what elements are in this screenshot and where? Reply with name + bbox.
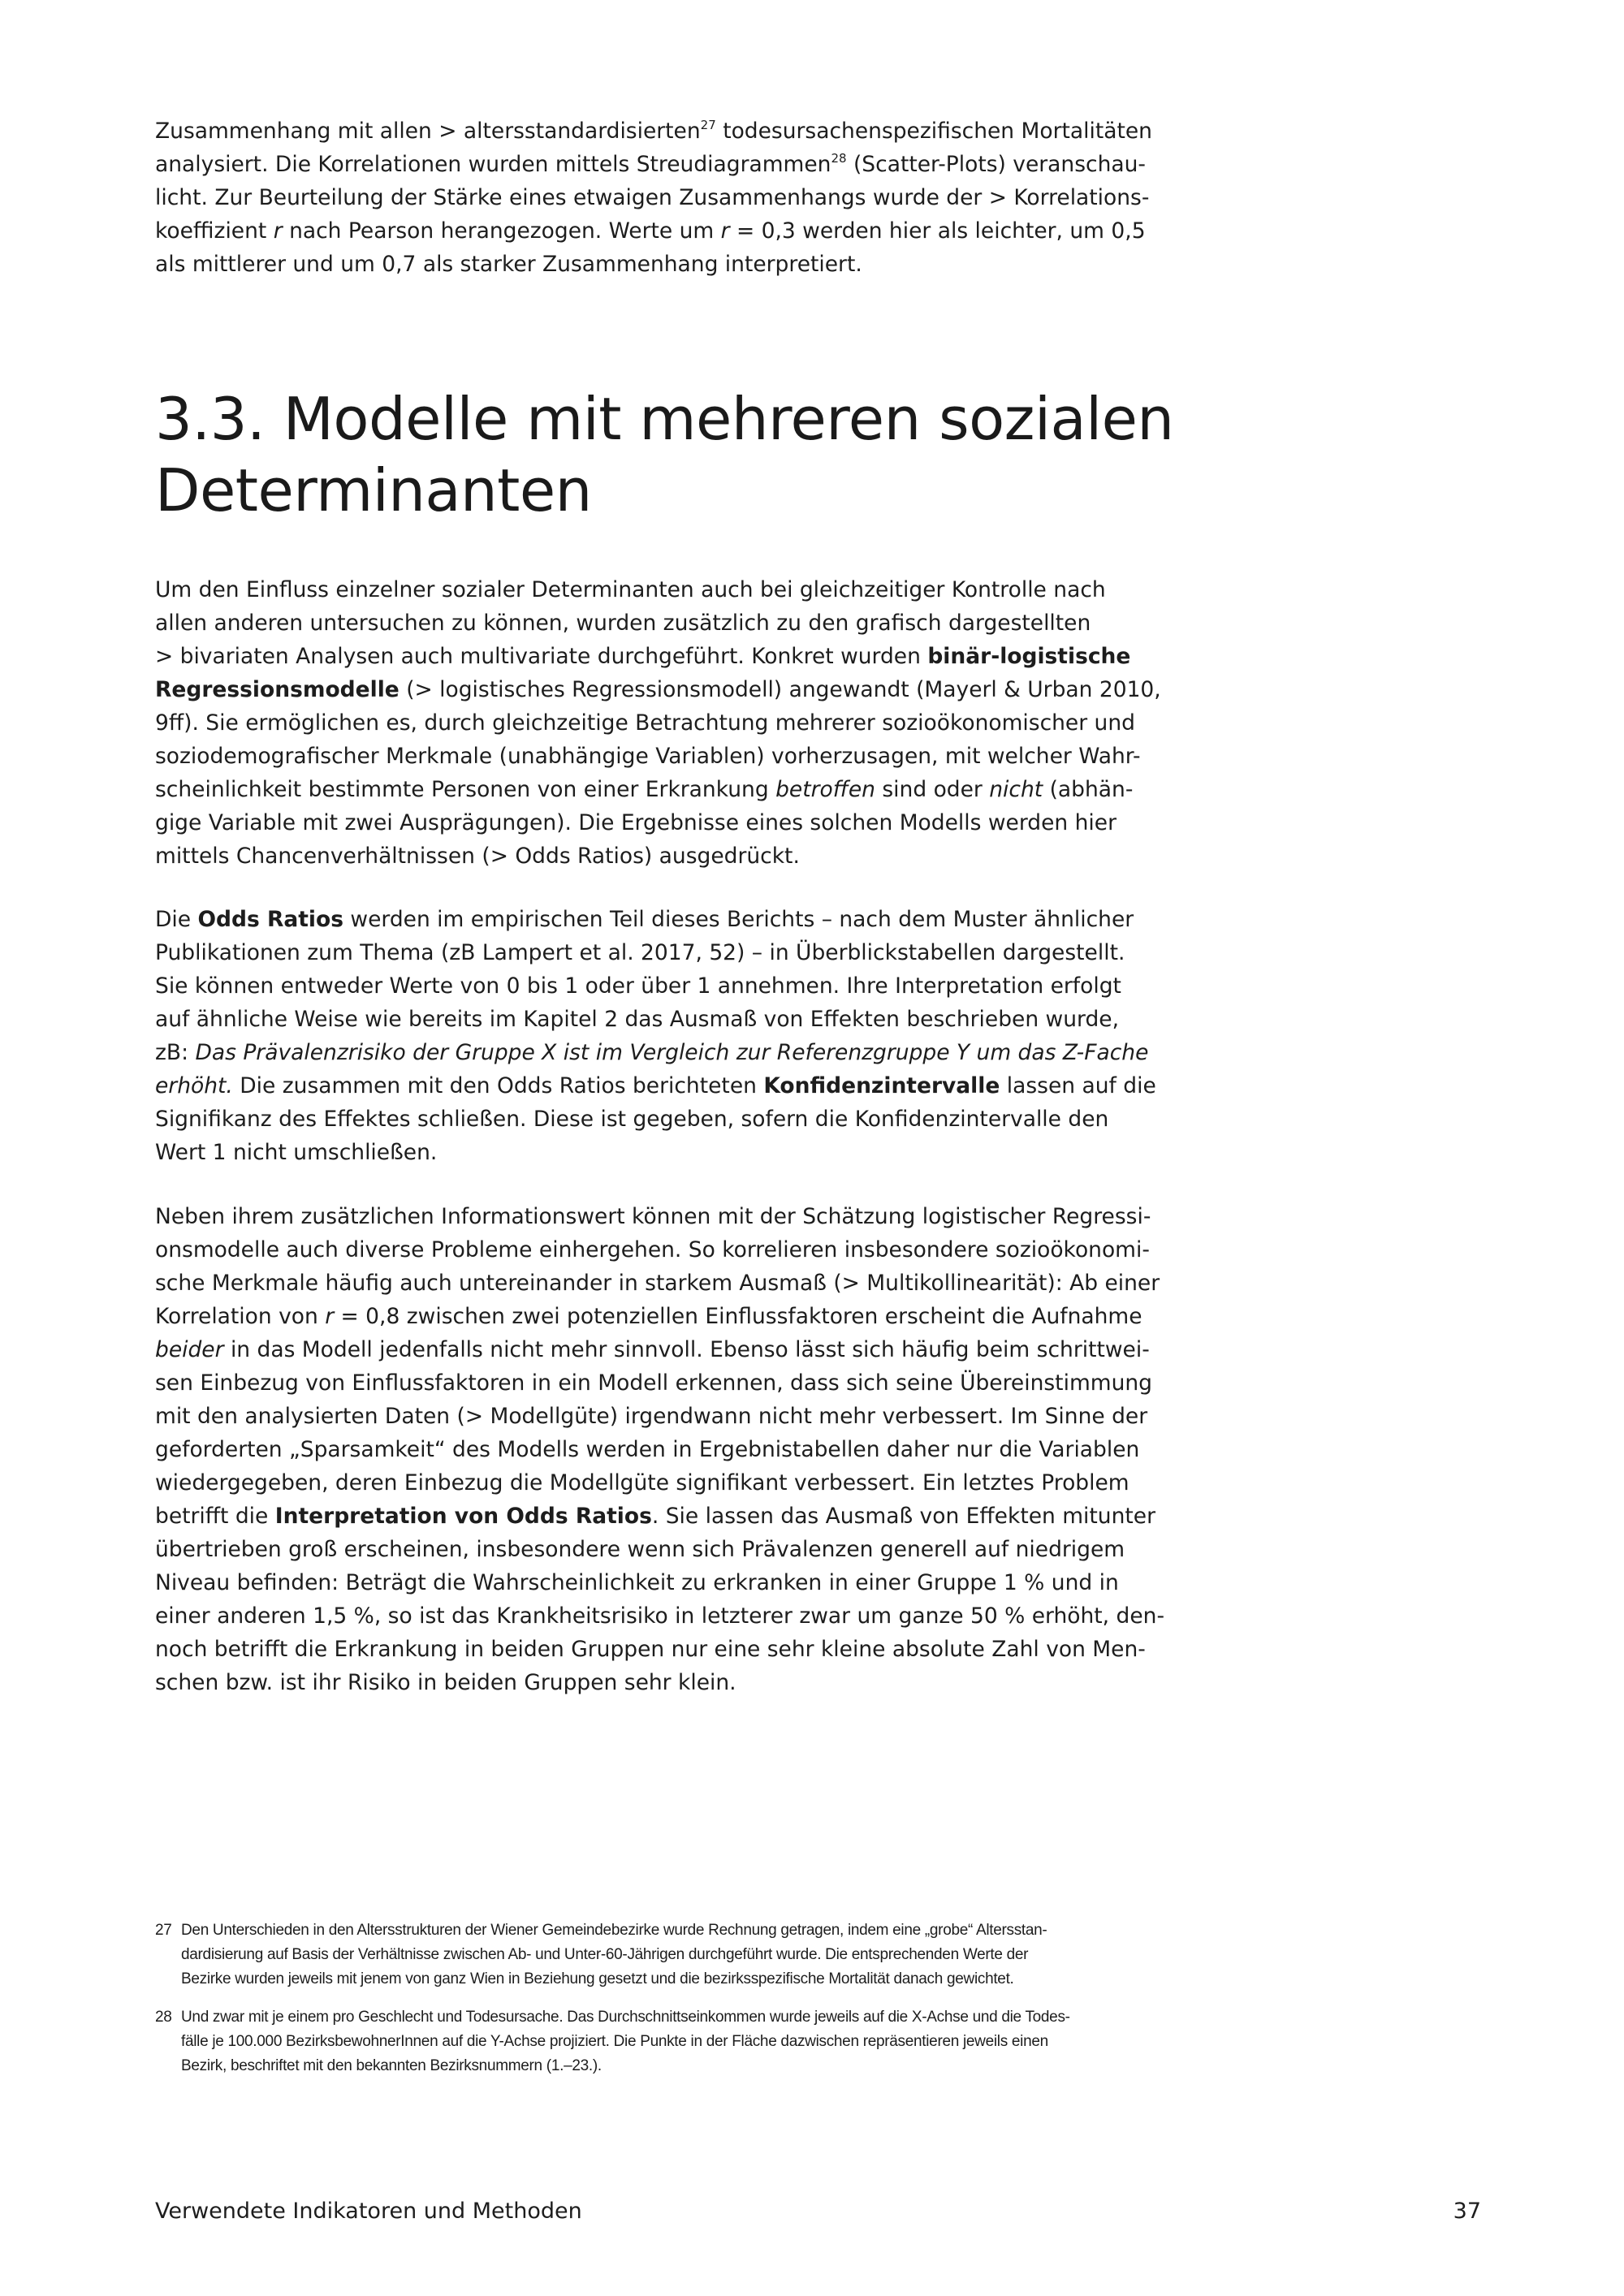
footnote-ref-27[interactable]: 27 (700, 118, 716, 132)
text-line: 9ff). Sie ermöglichen es, durch gleichzeitige Betrachtung mehrerer sozioökonomischer und (155, 710, 1135, 736)
text-line: allen anderen untersuchen zu können, wurden zusätzlich zu den grafisch dargestellten (155, 611, 1091, 636)
text-line: mittels Chancenverhältnissen (> Odds Ratios) ausgedrückt. (155, 844, 800, 869)
text-line: onsmodelle auch diverse Probleme einhergehen. So korrelieren insbesondere sozioökonomi- (155, 1237, 1150, 1262)
text-line: Zusammenhang mit allen > altersstandardisierten$^{27}$ todesursachenspezifischen Mortalitäten (155, 118, 1152, 144)
footnote-number: 27 (155, 1922, 172, 1939)
footnote-ref-28[interactable]: 28 (831, 151, 847, 166)
footnote-line: dardisierung auf Basis der Verhältnisse zwischen Ab- und Unter-60-Jährigen durchgeführt wurde. Die entsprechenden Werte der (181, 1946, 1029, 1963)
running-footer-title: Verwendete Indikatoren und Methoden (155, 2199, 582, 2224)
footnote-line: Bezirke wurden jeweils mit jenem von ganz Wien in Beziehung gesetzt und die bezirksspezifische Mortalität danach gewichtet. (181, 1970, 1014, 1987)
intro-paragraph (155, 114, 1152, 281)
text-line: geforderten „Sparsamkeit“ des Modells werden in Ergebnistabellen daher nur die Variablen (155, 1437, 1140, 1462)
text-line: Um den Einfluss einzelner sozialer Determinanten auch bei gleichzeitiger Kontrolle nach (155, 577, 1106, 602)
text-line: soziodemografischer Merkmale (unabhängige Variablen) vorherzusagen, mit welcher Wahr- (155, 744, 1141, 769)
heading-line: 3.3. Modelle mit mehreren sozialen (155, 385, 1174, 453)
text-line: gige Variable mit zwei Ausprägungen). Die Ergebnisse eines solchen Modells werden hier (155, 810, 1116, 835)
body-paragraph-2 (155, 903, 1156, 1169)
text-line: scheinlichkeit bestimmte Personen von einer Erkrankung betroffen sind oder nicht (abhän- (155, 777, 1134, 802)
text-line: sche Merkmale häufig auch untereinander in starkem Ausmaß (> Multikollinearität): Ab einer (155, 1271, 1160, 1296)
text-line: Sie können entweder Werte von 0 bis 1 oder über 1 annehmen. Ihre Interpretation erfolgt (155, 973, 1121, 999)
text-line: analysiert. Die Korrelationen wurden mittels Streudiagrammen$^{28}$ (Scatter-Plots) veranschau- (155, 151, 1146, 177)
text-line: auf ähnliche Weise wie bereits im Kapitel 2 das Ausmaß von Effekten beschrieben wurde, (155, 1007, 1119, 1032)
text-line: Neben ihrem zusätzlichen Informationswert können mit der Schätzung logistischer Regressi- (155, 1204, 1151, 1229)
text-line: Wert 1 nicht umschließen. (155, 1140, 438, 1165)
text-line: erhöht. Die zusammen mit den Odds Ratios berichteten Konfidenzintervalle lassen auf die (155, 1073, 1156, 1098)
text-line: zB: Das Prävalenzrisiko der Gruppe X ist im Vergleich zur Referenzgruppe Y um das Z-Fache (155, 1040, 1149, 1065)
text-line: mit den analysierten Daten (> Modellgüte) irgendwann nicht mehr verbessert. Im Sinne der (155, 1404, 1148, 1429)
page-number: 37 (1453, 2199, 1481, 2224)
footnote-line: fälle je 100.000 BezirksbewohnerInnen auf die Y-Achse projiziert. Die Punkte in der Fläche dazwischen repräsentieren jeweils einen (181, 2033, 1048, 2050)
text-line: einer anderen 1,5 %, so ist das Krankheitsrisiko in letzterer zwar um ganze 50 % erhöht, den- (155, 1603, 1165, 1629)
footnote-line: Und zwar mit je einem pro Geschlecht und Todesursache. Das Durchschnittseinkommen wurde jeweils auf die X-Achse und die Todes- (181, 2009, 1070, 2026)
section-heading (155, 383, 1174, 526)
text-line: Die Odds Ratios werden im empirischen Teil dieses Berichts – nach dem Muster ähnlicher (155, 907, 1134, 932)
text-line: licht. Zur Beurteilung der Stärke eines etwaigen Zusammenhangs wurde der > Korrelations- (155, 185, 1150, 210)
text-line: Niveau befinden: Beträgt die Wahrscheinlichkeit zu erkranken in einer Gruppe 1 % und in (155, 1570, 1119, 1595)
text-line: betrifft die Interpretation von Odds Ratios. Sie lassen das Ausmaß von Effekten mitunter (155, 1504, 1155, 1529)
text-line: Regressionsmodelle (> logistisches Regressionsmodell) angewandt (Mayerl & Urban 2010, (155, 677, 1161, 702)
body-paragraph-1 (155, 573, 1161, 873)
text-line: Publikationen zum Thema (zB Lampert et al. 2017, 52) – in Überblickstabellen dargestellt. (155, 940, 1125, 965)
text-line: Signifikanz des Effektes schließen. Diese ist gegeben, sofern die Konfidenzintervalle den (155, 1107, 1109, 1132)
text-line: sen Einbezug von Einflussfaktoren in ein Modell erkennen, dass sich seine Übereinstimmung (155, 1370, 1152, 1396)
text-line: als mittlerer und um 0,7 als starker Zusammenhang interpretiert. (155, 252, 862, 277)
body-paragraph-3 (155, 1200, 1165, 1699)
text-line: beider in das Modell jedenfalls nicht mehr sinnvoll. Ebenso lässt sich häufig beim schrittwei- (155, 1337, 1150, 1362)
footnote-line: Bezirk, beschriftet mit den bekannten Bezirksnummern (1.–23.). (181, 2057, 602, 2074)
footnote-line: Den Unterschieden in den Altersstrukturen der Wiener Gemeindebezirke wurde Rechnung getragen, indem eine „grobe“ Altersstan- (181, 1922, 1047, 1939)
heading-line: Determinanten (155, 456, 592, 524)
text-line: > bivariaten Analysen auch multivariate durchgeführt. Konkret wurden binär-logistische (155, 644, 1131, 669)
footnote-text (181, 2005, 1070, 2078)
text-line: koeffizient r nach Pearson herangezogen. Werte um r = 0,3 werden hier als leichter, um 0,5 (155, 218, 1146, 244)
footnote-number: 28 (155, 2009, 172, 2026)
text-line: übertrieben groß erscheinen, insbesondere wenn sich Prävalenzen generell auf niedrigem (155, 1537, 1125, 1562)
text-line: noch betrifft die Erkrankung in beiden Gruppen nur eine sehr kleine absolute Zahl von Men- (155, 1637, 1146, 1662)
text-line: wiedergegeben, deren Einbezug die Modellgüte signifikant verbessert. Ein letztes Problem (155, 1470, 1129, 1495)
footnote-text (181, 1918, 1047, 1992)
text-line: Korrelation von r = 0,8 zwischen zwei potenziellen Einflussfaktoren erscheint die Aufnahme (155, 1304, 1142, 1329)
text-line: schen bzw. ist ihr Risiko in beiden Gruppen sehr klein. (155, 1670, 736, 1695)
